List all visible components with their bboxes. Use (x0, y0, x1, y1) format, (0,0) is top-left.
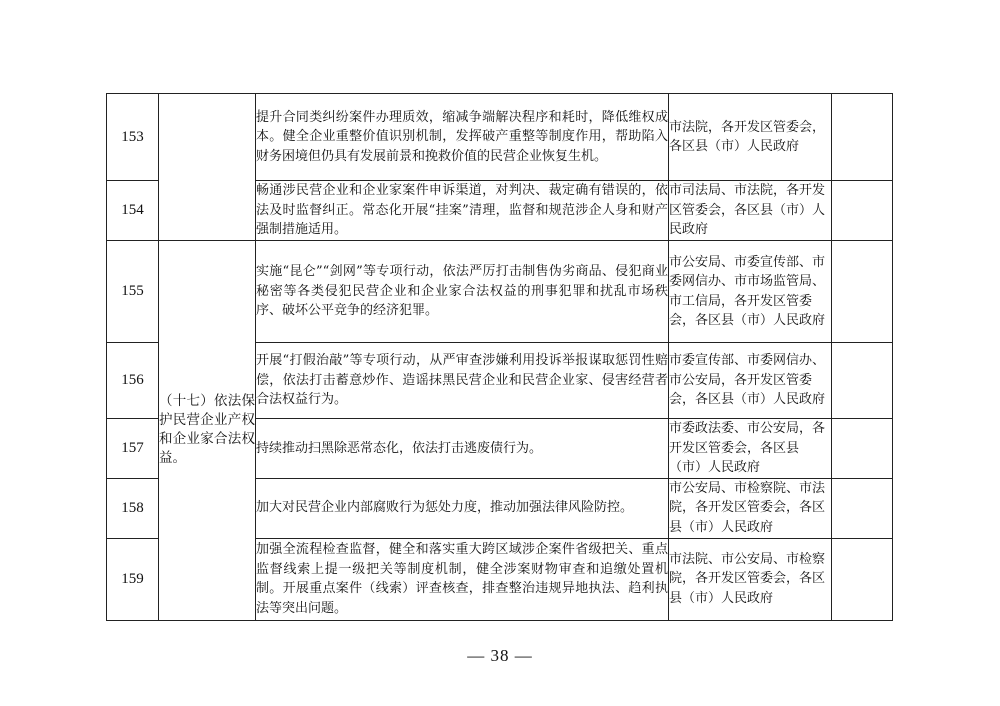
measure-text: 持续推动扫黑除恶常态化，依法打击逃废债行为。 (256, 419, 669, 479)
row-number: 154 (107, 181, 159, 241)
measure-text: 开展“打假治敲”等专项行动，从严审查涉嫌利用投诉举报谋取惩罚性赔偿，依法打击蓄意炒作、造谣抹黑民营企业和民营企业家、侵害经营者合法权益行为。 (256, 343, 669, 419)
row-number: 159 (107, 538, 159, 620)
responsible-unit: 市公安局、市检察院、市法院，各开发区管委会，各区县（市）人民政府 (669, 478, 832, 538)
table-row (107, 241, 893, 343)
page-number: — 38 — (467, 646, 533, 665)
measure-text: 加大对民营企业内部腐败行为惩处力度，推动加强法律风险防控。 (256, 478, 669, 538)
remark-cell (832, 478, 893, 538)
responsible-unit: 市公安局、市委宣传部、市委网信办、市市场监管局、市工信局，各开发区管委会，各区县（市）人民政府 (669, 241, 832, 343)
row-number: 156 (107, 343, 159, 419)
category-cell-continued (159, 94, 256, 241)
responsible-unit: 市法院，各开发区管委会，各区县（市）人民政府 (669, 94, 832, 181)
policy-table (106, 93, 893, 621)
remark-cell (832, 343, 893, 419)
remark-cell (832, 94, 893, 181)
responsible-unit: 市司法局、市法院，各开发区管委会，各区县（市）人民政府 (669, 181, 832, 241)
row-number: 153 (107, 94, 159, 181)
responsible-unit: 市法院、市公安局、市检察院，各开发区管委会，各区县（市）人民政府 (669, 538, 832, 620)
measure-text: 加强全流程检查监督，健全和落实重大跨区域涉企案件省级把关、重点监督线索上提一级把关等制度机制，健全涉案财物审查和追缴处置机制。开展重点案件（线索）评查核查，排查整治违规异地执法、趋利执法等突出问题。 (256, 538, 669, 620)
measure-text: 实施“昆仑”“剑网”等专项行动，依法严厉打击制售伪劣商品、侵犯商业秘密等各类侵犯民营企业和企业家合法权益的刑事犯罪和扰乱市场秩序、破坏公平竞争的经济犯罪。 (256, 241, 669, 343)
remark-cell (832, 181, 893, 241)
category-label: （十七）依法保护民营企业产权和企业家合法权益。 (159, 241, 256, 621)
responsible-unit: 市委宣传部、市委网信办、市公安局，各开发区管委会，各区县（市）人民政府 (669, 343, 832, 419)
table-row (107, 94, 893, 181)
row-number: 158 (107, 478, 159, 538)
remark-cell (832, 538, 893, 620)
row-number: 155 (107, 241, 159, 343)
measure-text: 畅通涉民营企业和企业家案件申诉渠道，对判决、裁定确有错误的，依法及时监督纠正。常态化开展“挂案”清理，监督和规范涉企人身和财产强制措施适用。 (256, 181, 669, 241)
row-number: 157 (107, 419, 159, 479)
measure-text: 提升合同类纠纷案件办理质效，缩减争端解决程序和耗时，降低维权成本。健全企业重整价值识别机制，发挥破产重整等制度作用，帮助陷入财务困境但仍具有发展前景和挽救价值的民营企业恢复生机。 (256, 94, 669, 181)
responsible-unit: 市委政法委、市公安局，各开发区管委会，各区县（市）人民政府 (669, 419, 832, 479)
remark-cell (832, 419, 893, 479)
remark-cell (832, 241, 893, 343)
